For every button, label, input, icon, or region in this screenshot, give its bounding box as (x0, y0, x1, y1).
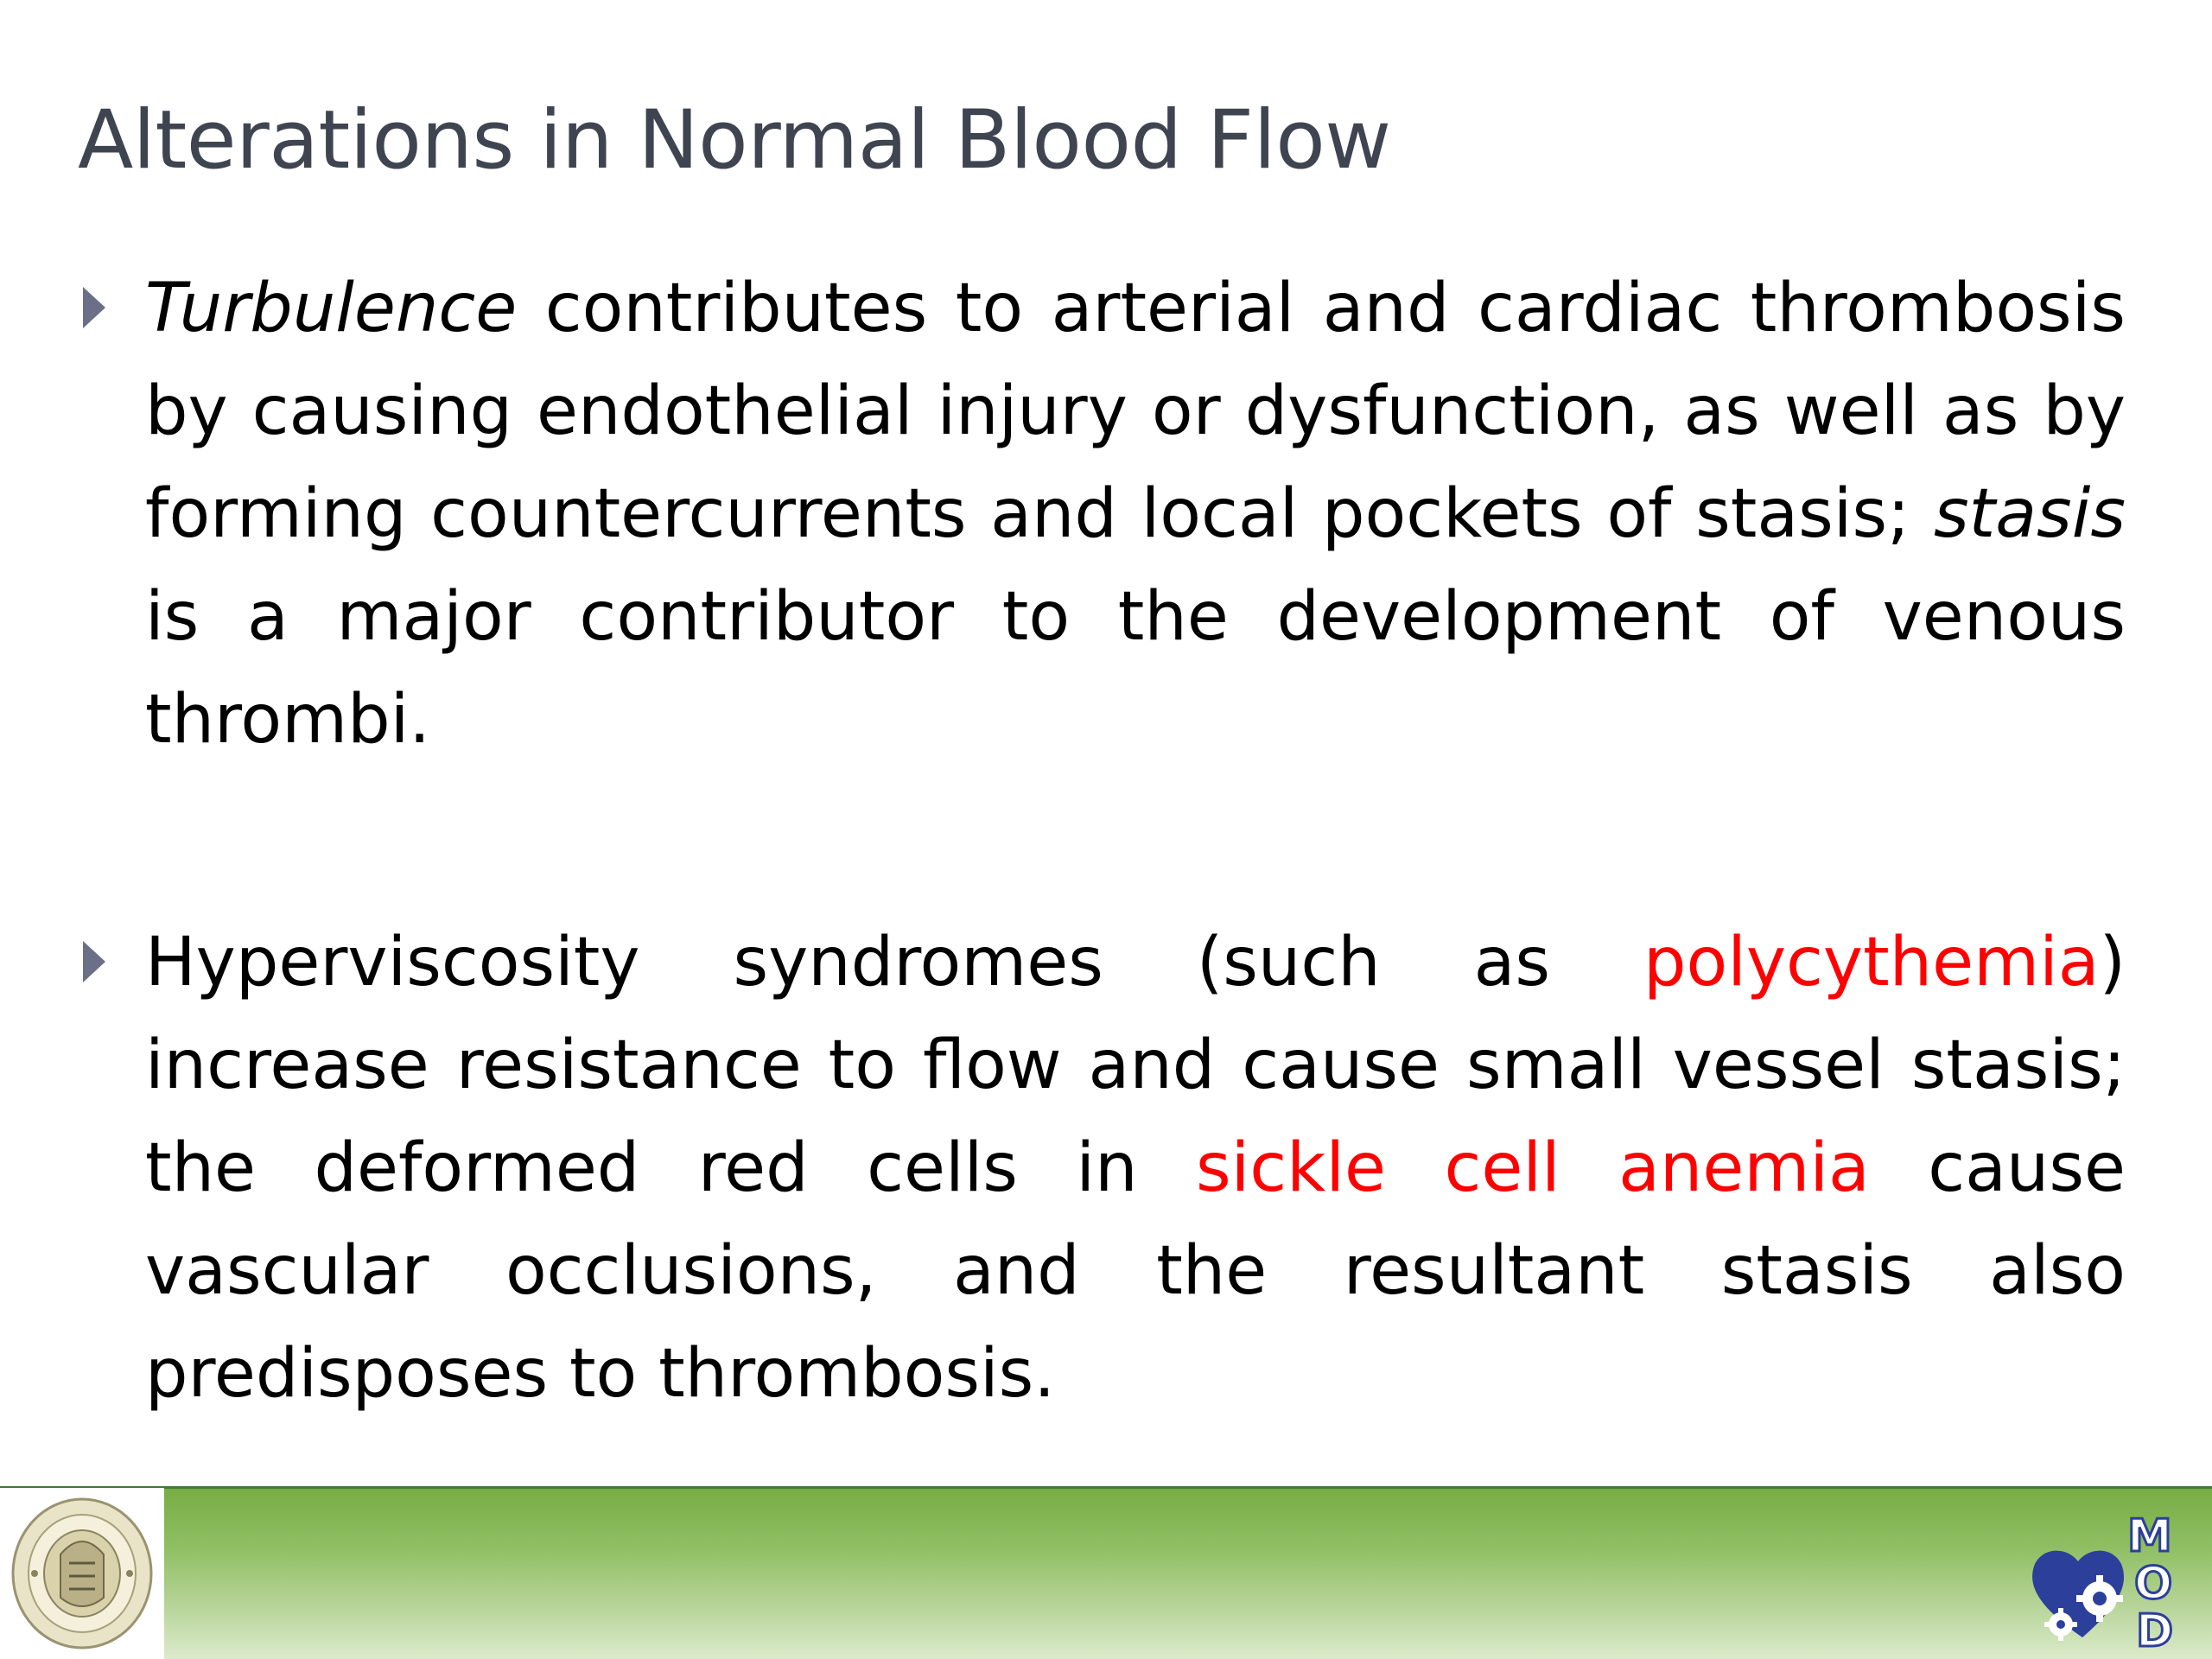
university-seal-logo (0, 1488, 164, 1659)
bullet-list (78, 257, 2126, 1426)
footer-band (0, 1486, 2212, 1659)
term-turbulence: Turbulence (145, 270, 518, 347)
svg-text:M: M (2127, 1510, 2172, 1562)
bullet-text: contributes to arterial and cardiac thrombosis by causing endothelial injury or dysfunction, as well as by forming countercurrents and local pockets of stasis; (145, 270, 2126, 553)
term-stasis: stasis (1934, 475, 2126, 553)
heart-gears-icon (2022, 1508, 2177, 1655)
svg-text:O: O (2134, 1558, 2173, 1610)
mod-logo (2022, 1508, 2177, 1655)
triangle-bullet-icon (83, 287, 105, 328)
bullet-text: Hyperviscosity syndromes (such as (145, 924, 1643, 1001)
bullet-text: is a major contributor to the development of venous thrombi. (145, 578, 2126, 759)
bullet-turbulence (78, 257, 2126, 772)
slide-title: Alterations in Normal Blood Flow (78, 93, 1391, 188)
term-sickle-cell-anemia: sickle cell anemia (1195, 1129, 1870, 1207)
seal-icon (9, 1494, 156, 1653)
bullet-text: cause vascular occlusions, and the resultant stasis also predisposes to thrombosis. (145, 1129, 2126, 1413)
bullet-text: ) increase resistance to flow and cause small vessel stasis; the deformed red cells in (145, 924, 2126, 1207)
triangle-bullet-icon (83, 941, 105, 982)
term-polycythemia: polycythemia (1643, 924, 2100, 1001)
bullet-hyperviscosity (78, 912, 2126, 1426)
svg-text:D: D (2136, 1605, 2174, 1655)
